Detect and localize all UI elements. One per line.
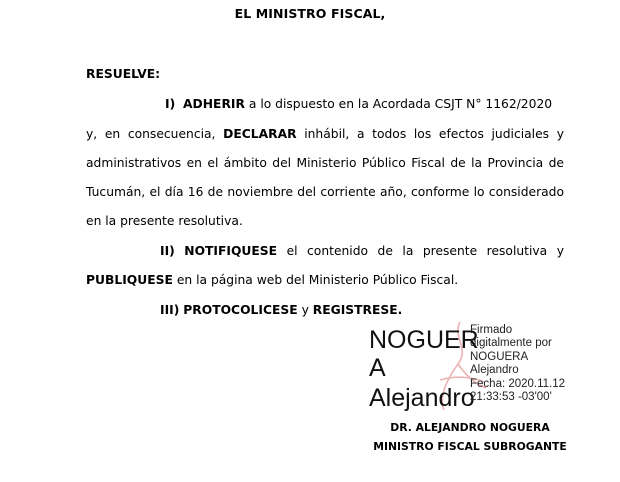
signer-name: DR. ALEJANDRO NOGUERA [390,421,550,434]
signature-detail-line: Alejandro [470,364,519,377]
item-2-line-1-text: el contenido de la presente resolutiva y [286,244,564,258]
item-1-line-2 [86,126,564,142]
signer-role: MINISTRO FISCAL SUBROGANTE [373,440,567,453]
signature-detail-line: Firmado [470,324,513,336]
item-2-verb-notifiquese: NOTIFIQUESE [184,244,278,258]
item-3-verb-registrese: REGISTRESE. [312,303,403,317]
item-2-line-2-text: en la página web del Ministerio Público Fiscal. [176,273,459,287]
item-1-line-5: en la presente resolutiva. [86,214,243,228]
item-1-line-3: administrativos en el ámbito del Ministerio Público Fiscal de la Provincia de [86,156,564,170]
item-1-verb-declarar: DECLARAR [223,127,297,141]
item-2-verb-publiquese: PUBLIQUESE [86,273,173,287]
item-3-verb-protocolicese: PROTOCOLICESE [183,303,298,317]
signature-name-line-1: NOGUER [369,326,479,354]
item-2-number: II) [160,244,175,258]
item-1-number: I) [165,97,176,111]
item-3-line [160,302,402,318]
signature-detail-line: NOGUERA [470,350,529,363]
signature-name-line-3: Alejandro [369,384,475,412]
signature-details [470,324,565,404]
item-1-verb-adherir: ADHERIR [183,97,245,111]
item-1-line-4: Tucumán, el día 16 de noviembre del corriente año, conforme lo considerado [86,185,564,199]
item-3-conjunction: y [301,303,309,317]
item-2-line-2 [86,272,458,288]
item-1-line-2-text: inhábil, a todos los efectos judiciales y [304,127,564,141]
item-1-line-1 [165,96,552,112]
signature-detail-line: digitalmente por [470,337,552,350]
resolve-label: RESUELVE: [86,67,161,81]
item-1-line-2-pre: y, en consecuencia, [86,127,216,141]
item-3-number: III) [160,303,180,317]
signature-detail-line: Fecha: 2020.11.12 [470,377,566,390]
document-title: EL MINISTRO FISCAL, [234,6,386,21]
item-1-line-1-text: a lo dispuesto en la Acordada CSJT N° 1162/2020 [248,97,553,111]
signature-detail-line: 21:33:53 -03'00' [470,391,552,404]
signature-name-line-2: A [369,354,386,382]
item-2-line-1 [160,243,564,259]
